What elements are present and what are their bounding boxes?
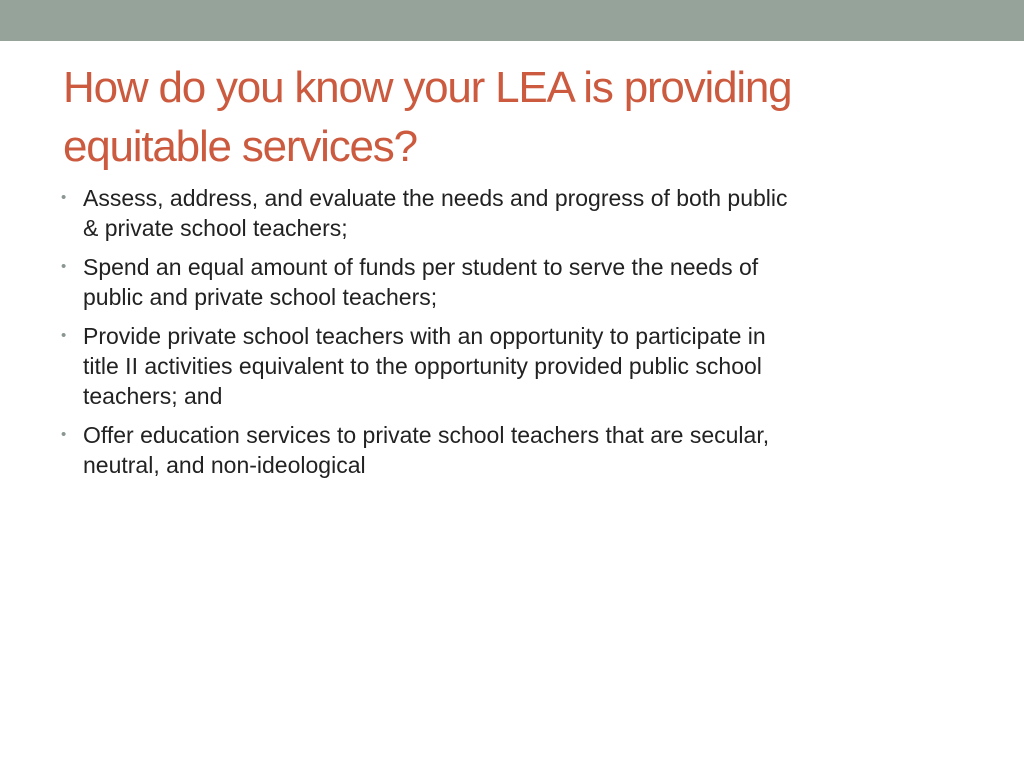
bullet-text-line: Assess, address, and evaluate the needs and progress of both public [83, 185, 788, 211]
bullet-dot-icon: • [61, 426, 67, 443]
bullet-text-line: teachers; and [83, 383, 223, 409]
bullet-text-line: Offer education services to private school teachers that are secular, [83, 422, 770, 448]
bullet-dot-icon: • [61, 189, 67, 206]
slide-title [63, 58, 993, 176]
bullet-item-1 [61, 183, 966, 243]
bullet-text-line: & private school teachers; [83, 215, 348, 241]
title-line-1: How do you know your LEA is providing [63, 63, 792, 112]
top-accent-bar [0, 0, 1024, 41]
bullet-text-line: title II activities equivalent to the opportunity provided public school [83, 353, 762, 379]
bullet-item-3 [61, 321, 966, 411]
bullet-item-4 [61, 420, 966, 480]
title-line-2: equitable services? [63, 122, 417, 171]
bullet-list [61, 183, 966, 489]
bullet-dot-icon: • [61, 327, 67, 344]
bullet-text-line: neutral, and non-ideological [83, 452, 366, 478]
bullet-dot-icon: • [61, 258, 67, 275]
bullet-text-line: public and private school teachers; [83, 284, 438, 310]
bullet-text-line: Spend an equal amount of funds per student to serve the needs of [83, 254, 759, 280]
bullet-text-line: Provide private school teachers with an opportunity to participate in [83, 323, 766, 349]
bullet-item-2 [61, 252, 966, 312]
